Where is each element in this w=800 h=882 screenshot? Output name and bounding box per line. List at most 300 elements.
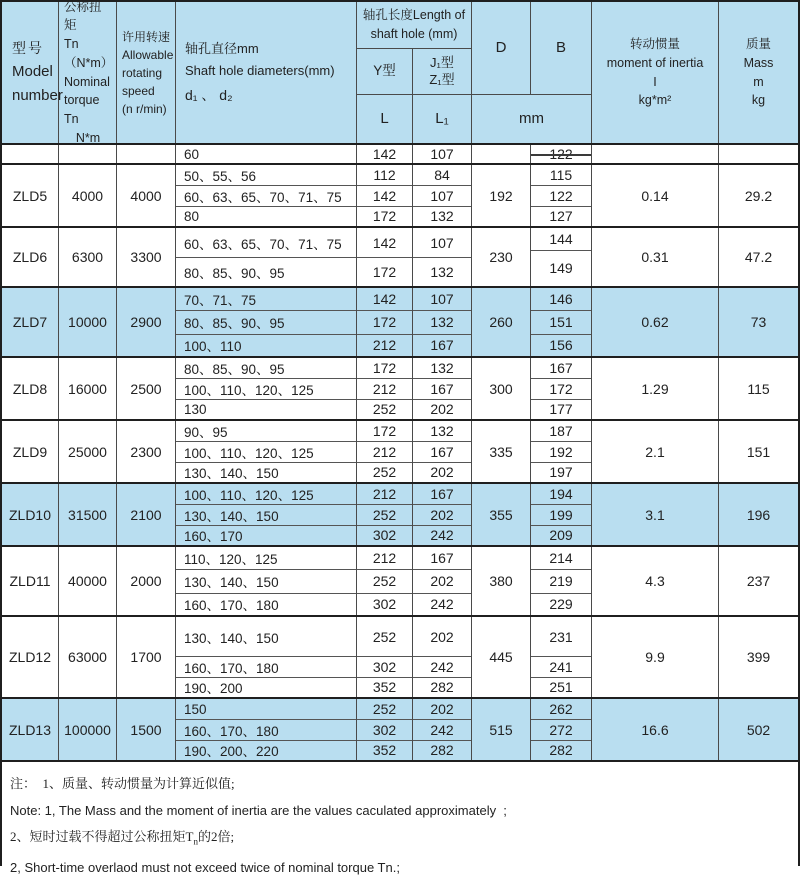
cell-length-L-value: 212 [357, 442, 412, 462]
cell-inertia-value: 9.9 [645, 649, 665, 665]
cell-length-L-value: 302 [372, 596, 397, 613]
cell-D [472, 617, 531, 697]
cell-speed [117, 547, 176, 615]
header-speed-line: (n r/min) [122, 101, 167, 116]
cell-length-L [357, 699, 413, 760]
header-shaft-line: d₁ 、 d₂ [185, 87, 233, 103]
cell-length-L1-value: 107 [413, 186, 471, 206]
cell-length-L-value: 352 [372, 742, 397, 759]
cell-length-L1-value: 167 [413, 379, 471, 399]
cell-length-L-value: 172 [372, 208, 397, 225]
header-shaft-hole-length [357, 2, 472, 49]
cell-length-L1-value: 132 [413, 421, 471, 442]
cell-length-L-value: 252 [372, 401, 397, 418]
cell-B [531, 617, 592, 697]
cell-model-value: ZLD5 [12, 187, 48, 204]
cell-torque [59, 145, 117, 163]
cell-speed [117, 145, 176, 163]
cell-length-L1 [413, 145, 472, 163]
cell-mass-value: 73 [750, 314, 767, 330]
cell-length-L [357, 145, 413, 163]
cell-B-value: 241 [531, 657, 591, 678]
cell-shaft-diameters-value: 110、120、125 [176, 547, 356, 570]
cell-length-L1-value: 84 [413, 165, 471, 186]
cell-mass-value: 237 [746, 573, 771, 589]
cell-length-L-value: 302 [357, 657, 412, 678]
cell-B-value: 229 [549, 596, 573, 613]
cell-D-value: 335 [489, 443, 513, 460]
cell-length-L-value: 172 [357, 358, 412, 379]
cell-torque-value [59, 145, 116, 163]
cell-model-value: ZLD10 [8, 506, 52, 523]
cell-shaft-diameters [176, 617, 357, 697]
cell-B-value: 209 [549, 527, 573, 544]
cell-mass-value [719, 145, 798, 163]
row-group-ZLD13 [2, 699, 798, 762]
cell-shaft-diameters-value: 80、85、90、95 [184, 266, 285, 282]
cell-speed [117, 421, 176, 482]
cell-B-value: 177 [549, 401, 573, 418]
cell-torque-value: 40000 [68, 573, 107, 589]
cell-length-L1 [413, 699, 472, 760]
header-torque-line: Tn（N*m） [64, 37, 114, 70]
cell-length-L1-value: 242 [430, 596, 454, 613]
cell-mass-value: 29.2 [744, 187, 773, 204]
cell-B-value: 194 [531, 484, 591, 505]
cell-torque [59, 547, 117, 615]
cell-model [2, 358, 59, 419]
cell-D-value: 300 [489, 380, 513, 397]
cell-inertia-value: 0.31 [641, 249, 669, 265]
cell-D-value: 380 [489, 573, 513, 589]
cell-speed [117, 288, 176, 356]
cell-mass-value: 196 [746, 506, 771, 523]
cell-B-value: 122 [531, 186, 591, 206]
header-y-type [357, 49, 413, 95]
cell-B [531, 484, 592, 545]
header-nominal-torque [59, 2, 117, 143]
cell-speed-value: 2900 [130, 314, 162, 330]
cell-shaft-diameters-value: 130、140、150 [176, 570, 356, 593]
cell-model [2, 699, 59, 760]
header-mass-line: Mass [743, 55, 774, 70]
cell-torque [59, 288, 117, 356]
cell-B-value: 197 [549, 464, 573, 481]
cell-length-L1-value: 282 [430, 742, 454, 759]
cell-B-value: 214 [531, 547, 591, 570]
cell-inertia [592, 484, 719, 545]
cell-B [531, 165, 592, 226]
cell-model-value: ZLD6 [12, 249, 48, 265]
cell-shaft-diameters-value: 160、170 [184, 529, 243, 545]
header-L-label: L [380, 109, 389, 127]
note-zh-1: 注： 1、质量、转动惯量为计算近似值; [10, 776, 235, 791]
cell-inertia [592, 288, 719, 356]
cell-speed [117, 699, 176, 760]
cell-B [531, 228, 592, 286]
cell-model-value: ZLD8 [12, 380, 48, 397]
cell-length-L1 [413, 484, 472, 545]
cell-shaft-diameters [176, 421, 357, 482]
cell-length-L1-value: 107 [413, 288, 471, 311]
cell-B-value: 187 [531, 421, 591, 442]
cell-length-L-value: 142 [357, 186, 412, 206]
cell-length-L1 [413, 288, 472, 356]
cell-B [531, 145, 592, 163]
cell-shaft-diameters-value: 130、140、150 [184, 466, 279, 482]
cell-model-value: ZLD11 [9, 573, 51, 589]
cell-length-L1-value: 167 [430, 337, 454, 354]
cell-mass [719, 484, 798, 545]
cell-length-L1-value: 242 [413, 720, 471, 740]
cell-B-value: 146 [531, 288, 591, 311]
cell-inertia [592, 145, 719, 163]
header-y-type-label: Y型 [373, 63, 396, 79]
cell-length-L [357, 165, 413, 226]
cell-speed-value: 2100 [130, 506, 162, 523]
cell-D [472, 228, 531, 286]
cell-shaft-diameters [176, 165, 357, 226]
cell-length-L1-value: 202 [430, 464, 454, 481]
row-group-ZLD5 [2, 165, 798, 228]
header-mass-line: 质量 [745, 37, 771, 51]
header-model-zh: 型号 [12, 40, 44, 57]
cell-length-L1-value: 202 [430, 401, 454, 418]
cell-shaft-diameters [176, 699, 357, 760]
cell-torque [59, 699, 117, 760]
cell-shaft-diameters-value: 130 [184, 401, 207, 417]
header-D [472, 2, 531, 95]
cell-mass [719, 547, 798, 615]
cell-torque-value: 100000 [64, 721, 111, 738]
cell-inertia [592, 165, 719, 226]
cell-B-value: 167 [531, 358, 591, 379]
cell-model [2, 421, 59, 482]
note-zh-2 [10, 824, 790, 855]
header-moment-of-inertia [592, 2, 719, 143]
header-model-en2: number [12, 86, 63, 104]
header-shaft-line: Shaft hole diameters(mm) [185, 63, 335, 79]
cell-length-L1-value: 132 [430, 208, 454, 225]
cell-length-L1-value: 107 [430, 146, 454, 162]
header-mm [472, 95, 592, 143]
cell-model [2, 617, 59, 697]
header-torque-line: N*m [75, 130, 101, 145]
cell-mass-value: 115 [747, 380, 770, 397]
cell-model-value [2, 145, 58, 163]
cell-length-L1-value: 202 [413, 617, 471, 657]
cell-B-value: 231 [531, 617, 591, 657]
cell-torque [59, 358, 117, 419]
cell-length-L1-value: 107 [413, 228, 471, 258]
cell-D-value: 230 [489, 249, 513, 265]
cell-model-value: ZLD7 [12, 314, 48, 330]
cell-speed-value: 1700 [130, 649, 162, 665]
cell-B-value: 144 [531, 228, 591, 251]
cell-shaft-diameters-value: 160、170、180 [184, 598, 279, 614]
cell-B-value: 192 [531, 442, 591, 462]
cell-B-value: 115 [531, 165, 591, 186]
cell-shaft-diameters-value: 60、63、65、70、71、75 [176, 186, 356, 206]
header-mass [719, 2, 798, 143]
cell-length-L-value: 252 [357, 570, 412, 593]
cell-shaft-diameters-value: 80 [184, 208, 200, 224]
cell-length-L1 [413, 547, 472, 615]
cell-length-L-value: 252 [357, 699, 412, 720]
notes [2, 762, 798, 882]
cell-shaft-diameters [176, 228, 357, 286]
cell-length-L1-value: 167 [413, 547, 471, 570]
cell-length-L1-value: 202 [413, 570, 471, 593]
row-group-ZLD12 [2, 617, 798, 699]
cell-shaft-diameters-value: 100、110 [184, 339, 242, 355]
cell-torque-value: 25000 [68, 443, 107, 460]
cell-speed [117, 228, 176, 286]
header-length-line: shaft hole (mm) [370, 27, 458, 41]
cell-B-value: 272 [531, 720, 591, 740]
cell-shaft-diameters-value: 100、110、120、125 [176, 484, 356, 505]
header-inertia-line: 转动惯量 [629, 37, 680, 51]
cell-inertia-value: 0.14 [641, 187, 669, 204]
header-L [357, 95, 413, 143]
header-torque-line: Nominal [64, 74, 110, 89]
cell-speed-value: 2000 [130, 573, 162, 589]
cell-speed [117, 617, 176, 697]
row-group-ZLD6 [2, 228, 798, 288]
cell-B-value: 156 [549, 337, 573, 354]
cell-D [472, 699, 531, 760]
cell-mass-value: 151 [746, 443, 771, 460]
cell-torque-value: 10000 [68, 314, 107, 330]
cell-length-L1 [413, 421, 472, 482]
header-model-en1: Model [12, 62, 53, 80]
cell-inertia [592, 228, 719, 286]
cell-torque [59, 165, 117, 226]
cell-shaft-diameters [176, 145, 357, 163]
cell-length-L1 [413, 228, 472, 286]
cell-length-L-value: 212 [357, 547, 412, 570]
cell-length-L-value: 142 [372, 146, 397, 162]
row-group-ZLD11 [2, 547, 798, 617]
cell-inertia-value: 4.3 [645, 573, 665, 589]
cell-speed-value: 2300 [130, 443, 162, 460]
row-group-ZLD8 [2, 358, 798, 421]
cell-B-value: 151 [531, 311, 591, 334]
cell-model-value: ZLD12 [8, 649, 52, 665]
cell-B-value: 172 [531, 379, 591, 399]
header-mass-line: kg [751, 93, 766, 108]
cell-length-L1-value: 242 [430, 527, 454, 544]
header-L1-label: L₁ [435, 109, 449, 127]
cell-length-L-value: 142 [357, 228, 412, 258]
header-speed-line: rotating [122, 65, 163, 80]
cell-D-value: 260 [489, 314, 513, 330]
cell-length-L1-value: 132 [413, 311, 471, 334]
cell-speed-value: 2500 [130, 380, 162, 397]
cell-speed [117, 484, 176, 545]
cell-B [531, 547, 592, 615]
cell-length-L1-value: 167 [413, 442, 471, 462]
cell-shaft-diameters [176, 484, 357, 545]
cell-B-value: 149 [549, 260, 573, 277]
cell-shaft-diameters-value: 70、71、75 [176, 288, 356, 311]
cell-length-L1-value: 132 [413, 358, 471, 379]
cell-length-L1 [413, 358, 472, 419]
table-header [2, 2, 798, 145]
cell-length-L-value: 212 [357, 379, 412, 399]
header-mm-label: mm [519, 109, 544, 127]
cell-model [2, 547, 59, 615]
cell-model [2, 484, 59, 545]
cell-model-value: ZLD13 [8, 721, 52, 738]
cell-length-L [357, 484, 413, 545]
header-inertia-line: I [653, 74, 657, 89]
note-zh-2-post: 的2倍; [197, 829, 235, 844]
cell-torque-value: 16000 [68, 380, 107, 397]
cell-inertia [592, 699, 719, 760]
header-shaft-diameters [176, 2, 357, 143]
cell-B-value: 219 [531, 570, 591, 593]
header-speed-line: 许用转速 [122, 29, 171, 44]
cell-model-value: ZLD9 [12, 443, 48, 460]
cell-length-L-value: 172 [357, 421, 412, 442]
cell-inertia [592, 421, 719, 482]
header-torque-line: torque Tn [64, 93, 100, 126]
cell-inertia [592, 617, 719, 697]
cell-shaft-diameters [176, 288, 357, 356]
cell-mass [719, 165, 798, 226]
cell-mass [719, 228, 798, 286]
cell-shaft-diameters-value: 100、110、120、125 [176, 442, 356, 462]
cell-length-L-value: 302 [357, 720, 412, 740]
cell-length-L1-value: 167 [413, 484, 471, 505]
cell-D-value: 355 [489, 506, 513, 523]
cell-B-value: 199 [531, 505, 591, 525]
cell-length-L-value: 112 [357, 165, 412, 186]
cell-D-value: 445 [489, 649, 513, 665]
header-speed-line: Allowable [122, 47, 174, 62]
cell-speed-value: 1500 [130, 721, 162, 738]
cell-torque [59, 617, 117, 697]
cell-torque-value: 63000 [68, 649, 107, 665]
cell-inertia-value: 3.1 [645, 506, 665, 523]
cell-inertia-value: 1.29 [641, 380, 669, 397]
row-group-ZLD10 [2, 484, 798, 547]
row-group-carryover [2, 145, 798, 165]
cell-shaft-diameters-value: 80、85、90、95 [176, 311, 356, 334]
cell-length-L1-value: 132 [430, 264, 454, 281]
cell-torque [59, 228, 117, 286]
cell-D [472, 547, 531, 615]
cell-mass [719, 145, 798, 163]
cell-D-value: 515 [489, 721, 513, 738]
cell-inertia-value: 0.62 [641, 314, 669, 330]
cell-torque [59, 421, 117, 482]
cell-length-L-value: 252 [357, 505, 412, 525]
cell-mass [719, 421, 798, 482]
cell-length-L1-value: 242 [413, 657, 471, 678]
cell-shaft-diameters-value: 160、170、180 [176, 657, 356, 678]
cell-D-value: 192 [489, 187, 513, 204]
cell-mass [719, 358, 798, 419]
cell-length-L [357, 288, 413, 356]
cell-length-L-value: 302 [372, 527, 397, 544]
header-j1-label: J₁型 [430, 55, 454, 71]
cell-B-value: 282 [549, 742, 573, 759]
cell-shaft-diameters-value: 60、63、65、70、71、75 [176, 228, 356, 258]
cell-length-L-value: 172 [357, 311, 412, 334]
cell-shaft-diameters [176, 358, 357, 419]
cell-speed-value: 3300 [130, 249, 162, 265]
cell-length-L-value: 172 [372, 264, 397, 281]
cell-B-value: 122 [531, 145, 591, 163]
note-en-1: Note: 1, The Mass and the moment of inertia are the values caculated approximately ; [10, 802, 507, 818]
cell-length-L [357, 358, 413, 419]
header-speed-line: speed [122, 83, 155, 98]
header-model [2, 2, 63, 143]
cell-shaft-diameters-value: 60 [184, 146, 200, 162]
cell-model [2, 165, 59, 226]
cell-D [472, 484, 531, 545]
cell-length-L1-value: 202 [413, 505, 471, 525]
cell-D [472, 288, 531, 356]
cell-shaft-diameters-value: 90、95 [176, 421, 356, 442]
cell-mass [719, 617, 798, 697]
table-body [2, 145, 798, 762]
cell-speed-value: 4000 [130, 187, 162, 204]
cell-length-L-value: 212 [357, 484, 412, 505]
cell-torque-value: 4000 [71, 187, 104, 204]
cell-length-L-value: 142 [357, 288, 412, 311]
header-B [531, 2, 592, 95]
cell-length-L1 [413, 165, 472, 226]
cell-shaft-diameters [176, 547, 357, 615]
cell-mass [719, 699, 798, 760]
cell-B [531, 421, 592, 482]
cell-B [531, 699, 592, 760]
note-zh-2-pre: 2、短时过载不得超过公称扭矩T [10, 829, 194, 844]
cell-model [2, 228, 59, 286]
header-L1 [413, 95, 472, 143]
cell-speed [117, 358, 176, 419]
cell-B-value: 127 [549, 208, 573, 225]
cell-speed [117, 165, 176, 226]
cell-inertia [592, 358, 719, 419]
note-en-2: 2, Short-time overlaod must not exceed twice of nominal torque Tn.; [10, 860, 400, 876]
cell-torque-value: 6300 [71, 249, 104, 265]
cell-shaft-diameters-value: 130、140、150 [176, 617, 356, 657]
cell-length-L-value: 252 [357, 617, 412, 657]
header-inertia-line: kg*m² [638, 93, 672, 108]
cell-B [531, 358, 592, 419]
cell-model [2, 288, 59, 356]
cell-torque-value: 31500 [68, 506, 107, 523]
cell-length-L [357, 547, 413, 615]
cell-model [2, 145, 59, 163]
cell-mass-value: 399 [746, 649, 771, 665]
row-group-ZLD9 [2, 421, 798, 484]
cell-D [472, 145, 531, 163]
strike-line [531, 154, 591, 156]
cell-length-L1 [413, 617, 472, 697]
cell-inertia-value [592, 145, 718, 163]
cell-D-value [472, 145, 530, 163]
cell-torque [59, 484, 117, 545]
header-inertia-line: moment of inertia [606, 55, 704, 70]
note-zh-2-sub: n [193, 836, 198, 847]
cell-length-L [357, 421, 413, 482]
header-length-line: 轴孔长度Length of [362, 8, 466, 23]
